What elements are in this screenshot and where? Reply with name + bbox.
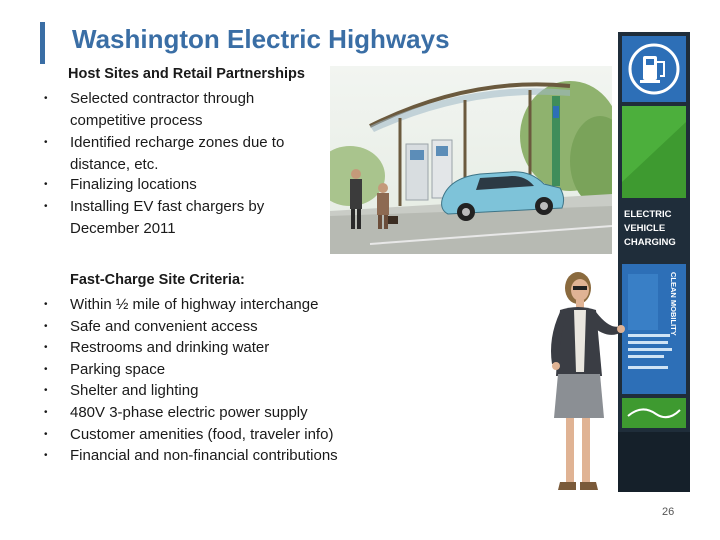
bullet-text: Finalizing locations — [70, 176, 197, 193]
bullet-text: Safe and convenient access — [70, 317, 258, 335]
bullet-icon: • — [44, 450, 48, 462]
bullet-icon: • — [44, 342, 48, 354]
woman-figure-illustration — [530, 268, 625, 503]
section-heading-site-criteria: Fast-Charge Site Criteria: — [70, 272, 245, 288]
bullet-icon: • — [44, 137, 48, 148]
sign-line-2: VEHICLE — [624, 223, 666, 234]
kiosk-sign-text — [624, 208, 676, 250]
bullet-text: Financial and non-financial contributions — [70, 447, 338, 465]
charging-station-illustration — [330, 66, 612, 254]
bullet-text: Shelter and lighting — [70, 382, 199, 400]
bullet-icon: • — [44, 428, 48, 440]
bullet-icon: • — [44, 407, 48, 418]
section-heading-host-sites: Host Sites and Retail Partnerships — [68, 66, 305, 82]
bullet-text: Parking space — [70, 360, 166, 378]
bullet-text: Customer amenities (food, traveler info) — [70, 425, 334, 443]
bullet-text: Identified recharge zones due to distance, etc. — [70, 134, 285, 173]
bullet-icon: • — [44, 93, 48, 104]
title-accent-bar — [40, 22, 45, 64]
bullet-icon: • — [44, 385, 48, 397]
bullet-icon: • — [44, 179, 48, 190]
bullet-text: Within ½ mile of highway interchange — [70, 296, 319, 313]
charging-station-scene — [330, 66, 612, 254]
bullet-text: Selected contractor through competitive process — [70, 90, 255, 129]
kiosk-side-text: CLEAN MOBILITY — [669, 272, 678, 336]
bullet-icon: • — [44, 201, 48, 212]
slide-title: Washington Electric Highways — [72, 24, 450, 54]
woman-figure — [530, 268, 625, 503]
page-number: 26 — [662, 506, 675, 518]
bullet-icon: • — [44, 320, 48, 332]
bullet-text: Installing EV fast chargers by December 2011 — [70, 198, 265, 237]
ev-charging-kiosk — [618, 32, 690, 492]
sign-line-1: ELECTRIC — [624, 209, 672, 220]
kiosk-graphic — [618, 32, 690, 492]
bullet-text: Restrooms and drinking water — [70, 339, 270, 357]
sign-line-3: CHARGING — [624, 237, 676, 248]
bullet-icon: • — [44, 363, 48, 375]
bullet-text: 480V 3-phase electric power supply — [70, 404, 308, 421]
bullet-icon: • — [44, 299, 48, 310]
